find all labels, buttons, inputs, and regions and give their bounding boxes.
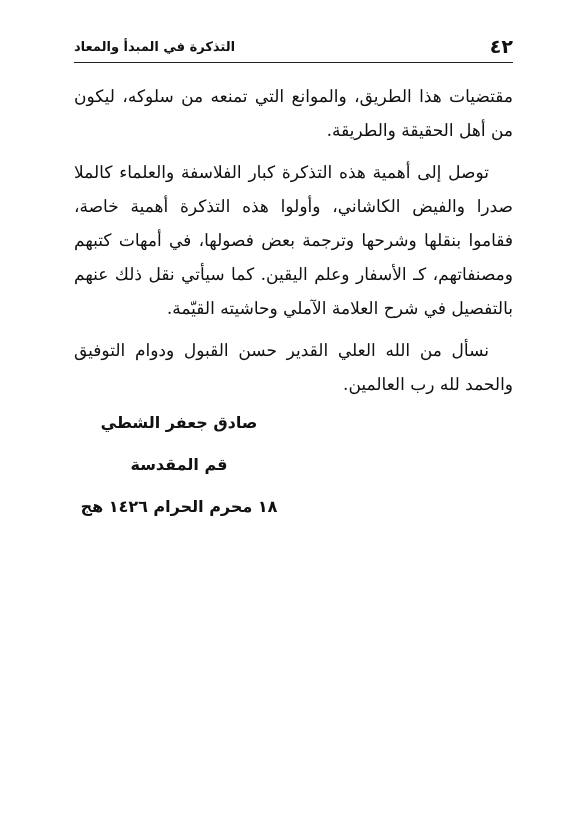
running-title: التذكرة في المبدأ والمعاد [74,40,236,55]
signature-date: ١٨ محرم الحرام ١٤٢٦ هج [80,497,278,516]
body-text [74,80,513,410]
header-rule [74,62,513,63]
paragraph-2: توصل إلى أهمية هذه التذكرة كبار الفلاسفة والعلماء كالملا صدرا والفيض الكاشاني، وأولوا هذه التذكرة أهمية خاصة، فقاموا بنقلها وشرحها وترجمة بعض فصولها، في أمهات كتبهم ومصنفاتهم، كـ الأسفار وعلم اليقين. كما سيأتي نقل ذلك عنهم بالتفصيل في شرح العلامة الآملي وحاشيته القيّمة. [74,163,513,319]
signature-place: قم المقدسة [130,455,228,474]
paragraph-3: نسأل من الله العلي القدير حسن القبول ودوام التوفيق والحمد لله رب العالمين. [74,341,513,395]
page-number: ٤٢ [489,36,513,58]
signature-block [74,402,284,528]
author-name: صادق جعفر الشطي [100,413,258,432]
page-header [74,36,513,62]
paragraph-1: مقتضيات هذا الطريق، والموانع التي تمنعه من سلوكه، ليكون من أهل الحقيقة والطريقة. [74,87,513,141]
